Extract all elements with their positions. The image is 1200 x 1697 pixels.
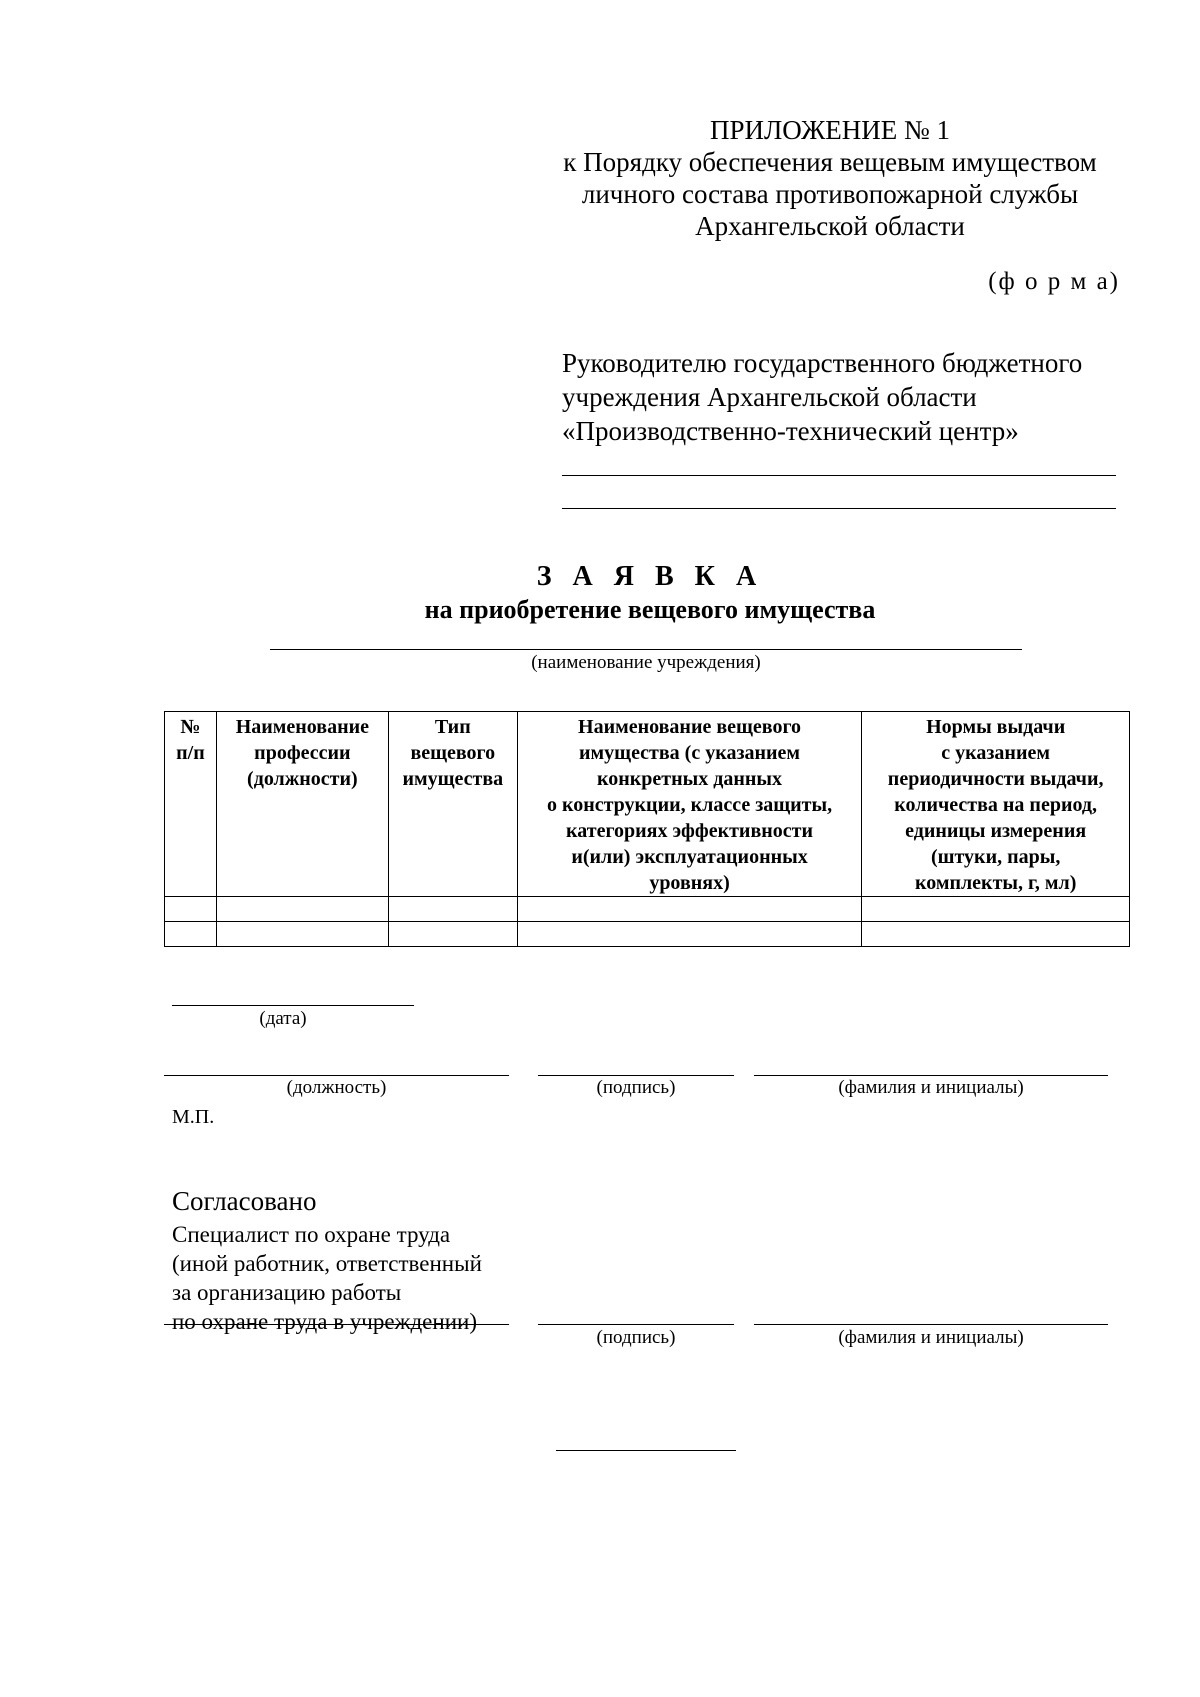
header-text-line: имущества (с указанием	[579, 742, 801, 764]
agreed-line-1: Специалист по охране труда	[172, 1222, 451, 1247]
header-issue-norms	[862, 712, 1130, 897]
agreed-line-3: за организацию работы	[172, 1280, 402, 1305]
header-item-type	[388, 712, 517, 897]
table-header-row	[165, 712, 1130, 897]
header-text-line: уровнях)	[649, 872, 730, 894]
header-text-line: и(или) эксплуатационных	[571, 846, 808, 868]
header-text-line: с указанием	[941, 742, 1050, 764]
table-cell[interactable]	[216, 897, 388, 922]
header-text-line: периодичности выдачи,	[887, 768, 1104, 790]
agreed-signature-blank-line[interactable]	[538, 1324, 734, 1325]
closing-separator-line	[556, 1450, 736, 1451]
agreed-line-4: по охране труда в учреждении)	[172, 1309, 477, 1334]
header-item-name	[517, 712, 862, 897]
header-profession	[216, 712, 388, 897]
table-cell[interactable]	[165, 897, 217, 922]
agreed-name-blank-line[interactable]	[754, 1324, 1108, 1325]
header-text-line: (должности)	[247, 768, 358, 790]
addressee-line-2: учреждения Архангельской области	[562, 382, 977, 412]
form-label: (ф о р м а)	[988, 268, 1120, 295]
agreed-text	[172, 1220, 482, 1336]
document-title-block	[150, 560, 1150, 626]
header-number	[165, 712, 217, 897]
annex-block	[540, 114, 1120, 242]
addressee-block	[562, 346, 1082, 448]
header-text-line: вещевого	[410, 742, 496, 764]
table-row	[165, 922, 1130, 947]
table-cell[interactable]	[517, 922, 862, 947]
table-cell[interactable]	[862, 922, 1130, 947]
table-cell[interactable]	[165, 922, 217, 947]
table-cell[interactable]	[388, 922, 517, 947]
table-cell[interactable]	[388, 897, 517, 922]
institution-caption: (наименование учреждения)	[531, 652, 761, 673]
annex-title: ПРИЛОЖЕНИЕ № 1	[709, 115, 951, 145]
agreed-name-caption: (фамилия и инициалы)	[838, 1327, 1024, 1348]
header-text-line: профессии	[254, 742, 351, 764]
table-cell[interactable]	[862, 897, 1130, 922]
addressee-blank-line-2[interactable]	[562, 508, 1116, 509]
date-caption: (дата)	[259, 1008, 307, 1029]
signature-blank-line[interactable]	[538, 1075, 734, 1076]
header-text-line: п/п	[176, 742, 205, 764]
signature-caption: (подпись)	[596, 1077, 676, 1098]
header-text-line: о конструкции, классе защиты,	[546, 794, 833, 816]
institution-blank-line[interactable]	[270, 649, 1022, 650]
addressee-line-3: «Производственно-технический центр»	[562, 416, 1019, 446]
annex-line-2: личного состава противопожарной службы	[581, 179, 1079, 209]
annex-line-1: к Порядку обеспечения вещевым имуществом	[563, 147, 1097, 177]
name-caption: (фамилия и инициалы)	[838, 1077, 1024, 1098]
document-subtitle: на приобретение вещевого имущества	[424, 595, 876, 624]
agreed-title: Согласовано	[172, 1186, 317, 1216]
header-text-line: Наименование	[235, 716, 370, 738]
items-table	[164, 711, 1130, 947]
header-text-line: имущества	[402, 768, 504, 790]
header-text-line: (штуки, пары,	[930, 846, 1061, 868]
addressee-blank-line-1[interactable]	[562, 475, 1116, 476]
table-cell[interactable]	[216, 922, 388, 947]
position-blank-line[interactable]	[164, 1075, 509, 1076]
header-text-line: конкретных данных	[597, 768, 783, 790]
header-text-line: количества на период,	[894, 794, 1098, 816]
header-text-line: единицы измерения	[905, 820, 1087, 842]
agreed-line-2: (иной работник, ответственный	[172, 1251, 482, 1276]
table-row	[165, 897, 1130, 922]
date-blank-line[interactable]	[172, 1005, 414, 1006]
addressee-line-1: Руководителю государственного бюджетного	[562, 348, 1083, 378]
position-caption: (должность)	[286, 1077, 387, 1098]
header-text-line: Тип	[434, 716, 471, 738]
agreed-position-line	[164, 1324, 509, 1325]
header-text-line: комплекты, г, мл)	[914, 872, 1077, 894]
header-text-line: Наименование вещевого	[578, 716, 802, 738]
name-blank-line[interactable]	[754, 1075, 1108, 1076]
table-cell[interactable]	[517, 897, 862, 922]
header-text-line: категориях эффективности	[566, 820, 813, 842]
stamp-place: М.П.	[172, 1106, 215, 1128]
header-text-line: Нормы выдачи	[926, 716, 1066, 738]
annex-line-3: Архангельской области	[695, 211, 965, 241]
agreed-signature-caption: (подпись)	[596, 1327, 676, 1348]
document-title: З А Я В К А	[536, 561, 764, 592]
header-text-line: №	[180, 716, 201, 738]
